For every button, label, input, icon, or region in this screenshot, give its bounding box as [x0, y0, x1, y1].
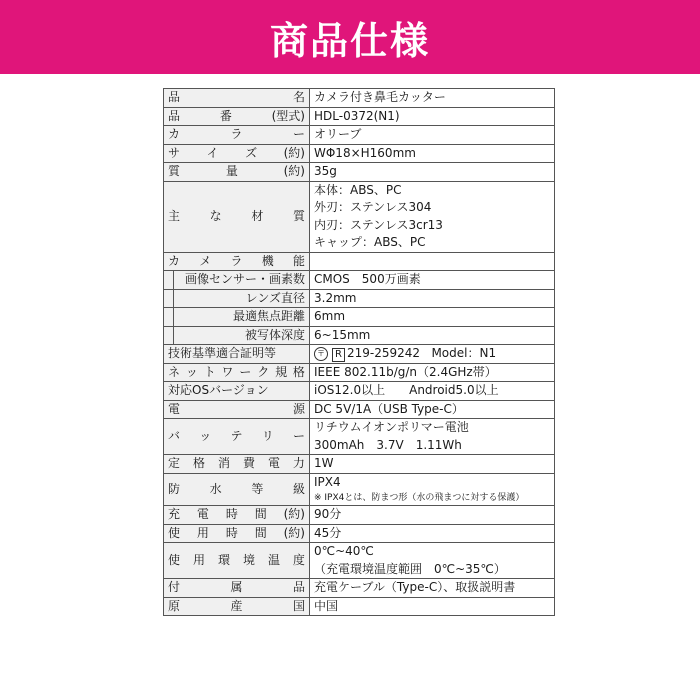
spec-table	[163, 88, 555, 616]
indent-cell	[164, 308, 174, 327]
spec-value	[310, 543, 555, 579]
spec-value	[310, 419, 555, 455]
spec-value	[310, 345, 555, 364]
spec-label: 使 用 時 間 (約)	[164, 524, 310, 543]
header-banner	[0, 0, 700, 74]
material-line: 本体：ABS、PC	[314, 182, 402, 197]
spec-label: 付 属 品	[164, 579, 310, 598]
spec-value	[310, 181, 555, 252]
spec-label: 技術基準適合証明等	[164, 345, 310, 364]
spec-row-camera-focus	[164, 308, 555, 327]
spec-sublabel: 最適焦点距離	[174, 308, 310, 327]
spec-row-material	[164, 181, 555, 252]
material-line: キャップ：ABS、PC	[314, 235, 426, 249]
spec-label: 質 量 (約)	[164, 163, 310, 182]
spec-label: サ イ ズ (約)	[164, 144, 310, 163]
spec-row-battery	[164, 419, 555, 455]
spec-value: オリーブ	[310, 126, 555, 145]
giteki-mark-icon: 〒	[314, 347, 328, 361]
spec-label: カ ラ ー	[164, 126, 310, 145]
r-mark-icon: R	[332, 348, 345, 362]
spec-label: バ ッ テ リ ー	[164, 419, 310, 455]
spec-value: HDL-0372(N1)	[310, 107, 555, 126]
indent-cell	[164, 289, 174, 308]
spec-label: 定 格 消 費 電 力	[164, 455, 310, 474]
spec-row-origin	[164, 597, 555, 616]
spec-row-camera-sensor	[164, 271, 555, 290]
spec-value: 6~15mm	[310, 326, 555, 345]
spec-label: 使 用 環 境 温 度	[164, 543, 310, 579]
spec-value: 45分	[310, 524, 555, 543]
spec-row-network	[164, 363, 555, 382]
page-title: 商品仕様	[269, 18, 430, 63]
spec-row-camera	[164, 252, 555, 271]
spec-label: 対応OSバージョン	[164, 382, 310, 401]
battery-line: 300mAh 3.7V 1.11Wh	[314, 437, 462, 452]
spec-row-consumption	[164, 455, 555, 474]
spec-label: 品 名	[164, 89, 310, 108]
spec-value: カメラ付き鼻毛カッター	[310, 89, 555, 108]
spec-value: 充電ケーブル（Type-C）、取扱説明書	[310, 579, 555, 598]
spec-value	[310, 252, 555, 271]
indent-cell	[164, 326, 174, 345]
spec-row-size	[164, 144, 555, 163]
spec-row-weight	[164, 163, 555, 182]
temperature-line: （充電環境温度範囲 0℃~35℃）	[314, 561, 506, 576]
indent-cell	[164, 271, 174, 290]
spec-value: WΦ18×H160mm	[310, 144, 555, 163]
waterproof-note: ※ IPX4とは、防まつ形（水の飛まつに対する保護）	[314, 493, 525, 503]
spec-label: 主 な 材 質	[164, 181, 310, 252]
spec-label: ネ ッ ト ワ ー ク 規 格	[164, 363, 310, 382]
waterproof-value: IPX4	[314, 474, 341, 489]
spec-value: 6mm	[310, 308, 555, 327]
spec-row-name	[164, 89, 555, 108]
spec-value: IEEE 802.11b/g/n（2.4GHz帯）	[310, 363, 555, 382]
spec-label: カ メ ラ 機 能	[164, 252, 310, 271]
spec-value: 中国	[310, 597, 555, 616]
spec-row-os	[164, 382, 555, 401]
spec-row-camera-lens	[164, 289, 555, 308]
spec-value: 35g	[310, 163, 555, 182]
material-line: 内刃：ステンレス3cr13	[314, 217, 443, 232]
spec-value: CMOS 500万画素	[310, 271, 555, 290]
spec-row-charge-time	[164, 506, 555, 525]
spec-label: 充 電 時 間 (約)	[164, 506, 310, 525]
spec-value: DC 5V/1A（USB Type-C）	[310, 400, 555, 419]
spec-label: 品 番 (型式)	[164, 107, 310, 126]
material-line: 外刃：ステンレス304	[314, 200, 432, 214]
cert-number: 219-259242	[346, 346, 420, 360]
spec-row-model	[164, 107, 555, 126]
spec-row-camera-depth	[164, 326, 555, 345]
spec-value: iOS12.0以上 Android5.0以上	[310, 382, 555, 401]
spec-row-temperature	[164, 543, 555, 579]
spec-label: 原 産 国	[164, 597, 310, 616]
temperature-line: 0℃~40℃	[314, 544, 374, 558]
spec-value: 90分	[310, 506, 555, 525]
spec-row-power	[164, 400, 555, 419]
spec-row-waterproof	[164, 473, 555, 506]
spec-value: 3.2mm	[310, 289, 555, 308]
spec-value: 1W	[310, 455, 555, 474]
spec-row-color	[164, 126, 555, 145]
spec-row-accessories	[164, 579, 555, 598]
cert-model: Model：N1	[431, 346, 497, 360]
battery-line: リチウムイオンポリマー電池	[314, 420, 469, 434]
spec-sublabel: 画像センサー・画素数	[174, 271, 310, 290]
spec-sublabel: 被写体深度	[174, 326, 310, 345]
spec-label: 電 源	[164, 400, 310, 419]
spec-label: 防 水 等 級	[164, 473, 310, 506]
spec-row-cert	[164, 345, 555, 364]
spec-row-use-time	[164, 524, 555, 543]
spec-value	[310, 473, 555, 506]
spec-sublabel: レンズ直径	[174, 289, 310, 308]
